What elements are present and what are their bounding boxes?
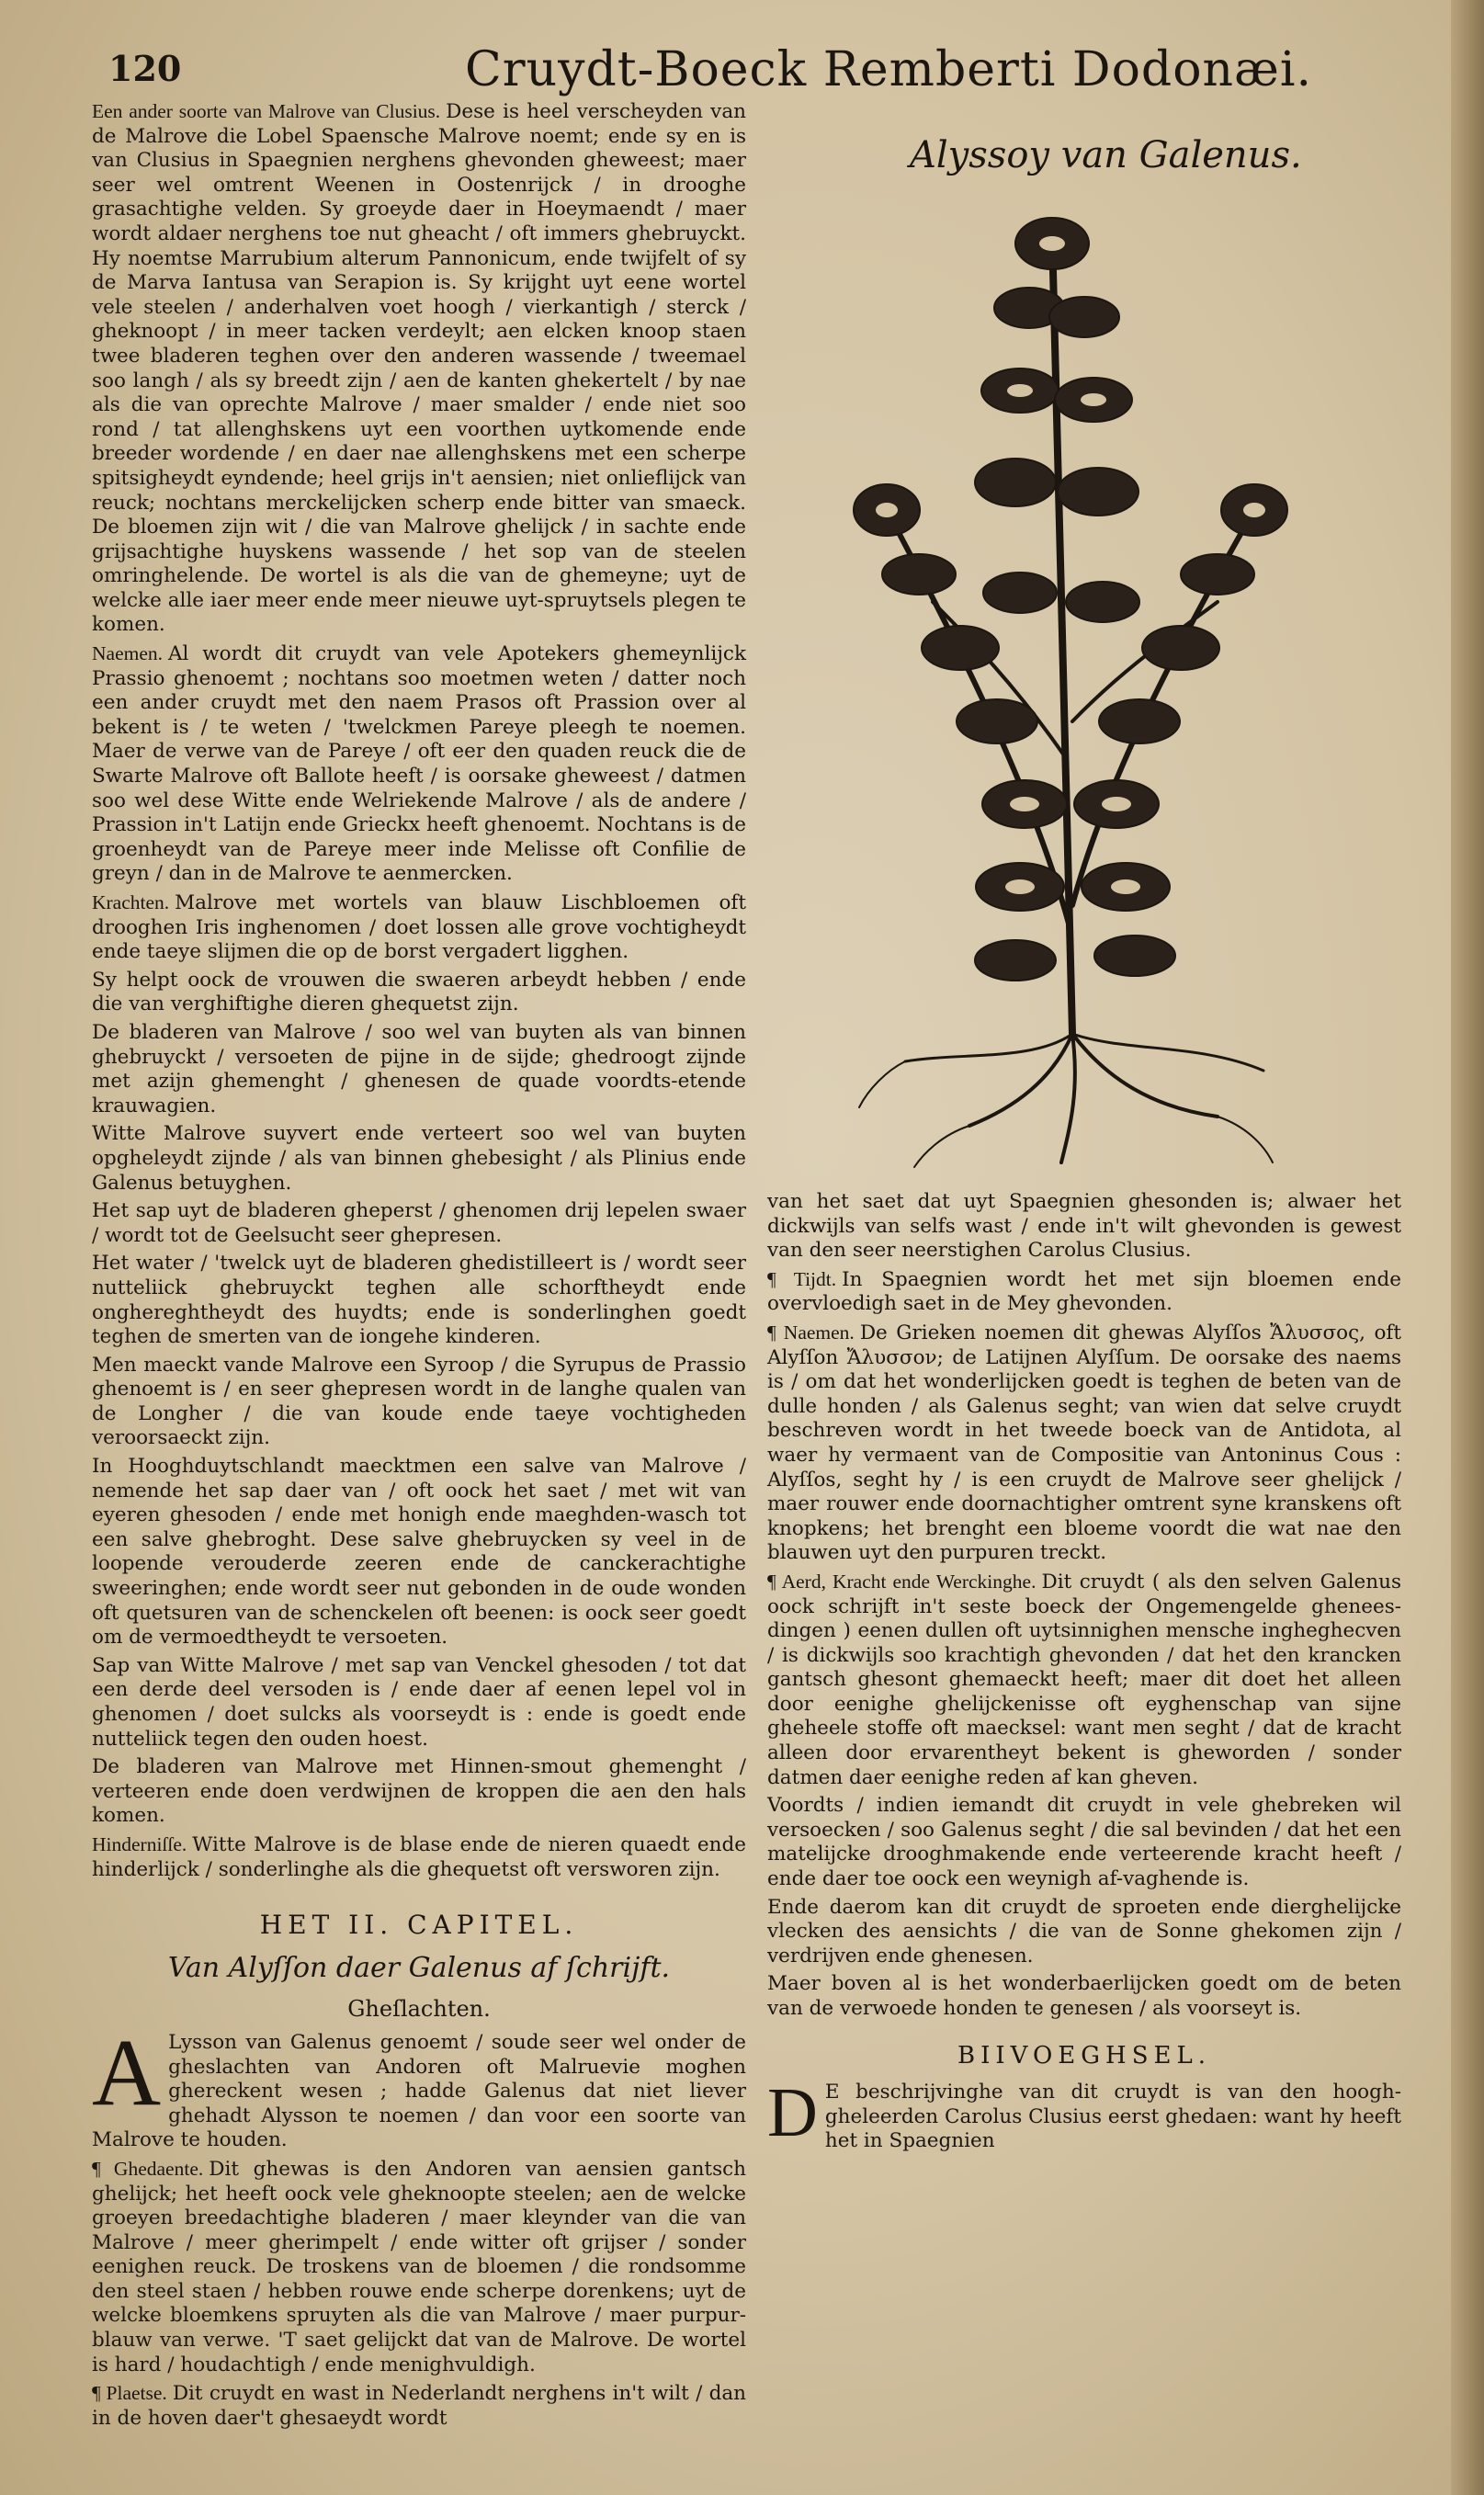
left-column: [92, 99, 746, 2434]
page-header: [108, 42, 1313, 107]
figure-caption: Alyssoy van Galenus.: [910, 134, 1302, 176]
paragraph-text: E beschrijvinghe van dit cruydt is van den hoogh-gheleerden Carolus Clusius eerst ghedaen: want hy heeft het in Spaegnien: [824, 2081, 1401, 2153]
paragraph-label: ¶ Tijdt.: [767, 1267, 837, 1290]
paragraph-label: ¶ Aerd, Kracht ende Werckinghe.: [767, 1570, 1037, 1593]
paragraph: [92, 1654, 746, 1752]
paragraph-text: De bladeren van Malrove met Hinnen-smout ghemenght / verteeren ende doen verdwijnen de kroppen die aen den hals komen.: [92, 1755, 746, 1828]
dropcap-paragraph: [92, 2019, 746, 2153]
paragraph-label: ¶ Ghedaente.: [92, 2157, 204, 2180]
running-title: Cruydt-Boeck Remberti Dodonæi.: [465, 42, 1313, 97]
paragraph-text: De Grieken noemen dit ghewas Alyſſos Ἄλυσσος, oft Alyſſon Ἄλυσσον; de Latijnen Alyſſum. De oorsake des naems is / om dat het wonderlijcken goedt is teghen de beten van de dulle honden / als Galenus seght; van wien dat selve cruydt beschreven wordt in het tweede boeck van de Antidota, al waer hy vermaent van de Compositie van Antoninus Cous : Alyſſos, seght hy / is een cruydt de Malrove seer ghelijck / maer rouwer ende doornachtigher omtrent syne kranskens oft knopkens; het brenght een bloeme voordt die wat nae den blauwen uyt den purpuren treckt.: [767, 1321, 1402, 1565]
paragraph: [767, 1972, 1401, 2021]
paragraph-text: In Spaegnien wordt het met sijn bloemen ende overvloedigh saet in de Mey ghevonden.: [767, 1267, 1401, 1316]
page-edge-shadow: [1451, 0, 1484, 2495]
paragraph-text: Maer boven al is het wonderbaerlijcken goedt om de beten van de verwoede honden te genesen / als voorseyt is.: [767, 1972, 1401, 2020]
paragraph-text: Sy helpt oock de vrouwen die swaeren arbeydt hebben / ende die van verghiftighe dieren ghequetst zijn.: [92, 968, 746, 1016]
chapter-title: Van Alyſſon daer Galenus af ſchrijft.: [167, 1951, 671, 1984]
paragraph: [92, 2157, 746, 2377]
paragraph-text: Lysson van Galenus genoemt / soude seer wel onder de gheslachten van Andoren oft Malruevie moghen ghereckent wesen ; hadde Galenus dat niet liever ghehadt Alysson te noemen / dan voor een soorte van Malrove te houden.: [92, 2030, 746, 2152]
paragraph-text: Voordts / indien iemandt dit cruydt in vele ghebreken wil versoecken / soo Galenus seght / die sal bevinden / dat het een matelijcke drooghmakende ende verteerende kracht heeft / ende daer toe oock een weynigh af-vaghende is.: [767, 1794, 1401, 1891]
paragraph-text: Malrove met wortels van blauw Lischbloemen oft drooghen Iris inghenomen / doet lossen alle grove vochtigheydt ende taeye slijmen die op de borst vergadert ligghen.: [92, 891, 746, 964]
paragraph: [92, 1199, 746, 1248]
paragraph: [92, 1832, 746, 1882]
plant-woodcut-illustration: [832, 207, 1319, 1172]
paragraph: [92, 1354, 746, 1451]
paragraph-text: Dit cruydt ( als den selven Galenus oock schrijft in't seste boeck der Ongemengelde ghenees-dingen ) eenen dullen oft uytsinnighen mensche ingheghecven / is dickwijls soo krachtigh ghevonden / dat het den krancken gantsch ghesont ghemaeckt heeft; maer dit doet het alleen door eenighe ghelijckenisse oft eyghenschap van sijne gheheele stoffe oft maecksel: want men seght / dat de kracht alleen door ervarentheyt bekent is gheworden / sonder datmen daer eenighe reden af kan gheven.: [767, 1570, 1402, 1789]
paragraph-label: Krachten.: [92, 891, 170, 913]
drop-cap: A: [92, 2019, 162, 2126]
paragraph: [92, 1122, 746, 1196]
paragraph-label: Naemen.: [92, 642, 164, 665]
plant-woodcut-icon: [832, 207, 1319, 1172]
paragraph: [92, 1252, 746, 1349]
paragraph-text: Witte Malrove suyvert ende verteert soo wel van buyten opgheleydt zijnde / als van binnen ghebesight / als Plinius ende Galenus betuyghen.: [92, 1122, 746, 1195]
paragraph-text: Dit ghewas is den Andoren van aensien gantsch ghelijck; het heeft oock vele gheknoopte steelen; aen de welcke groeyen breedachtighe bladeren / maer kleynder van die van Malrove / meer gherimpelt / ende witter oft grijser / sonder eenighen reuck. De troskens van de bloemen / die rondsomme den steel staen / hebben rouwe ende scherpe dorenkens; uyt de welcke bloemkens spruyten als die van Malrove / maer purpur-blauw van verwe. 'T saet gelijckt dat van de Malrove. De wortel is hard / houdachtigh / ende menighvuldigh.: [92, 2157, 746, 2376]
paragraph-text: Het water / 'twelck uyt de bladeren ghedistilleert is / wordt seer nutteliick ghebruyckt teghen alle schorftheydt ende onghereghtheydt des huydts; ende is sonderlinghen goedt teghen de smerten van de iongehe kinderen.: [92, 1252, 746, 1349]
paragraph-text: Het sap uyt de bladeren gheperst / ghenomen drij lepelen swaer / wordt tot de Geelsucht seer ghepresen.: [92, 1199, 746, 1247]
paragraph-text: Sap van Witte Malrove / met sap van Venckel ghesoden / tot dat een derde deel versoden is / ende daer af eenen lepel vol in ghenomen / doet sulcks als voorseydt is : ende is goedt ende nutteliick tegen den ouden hoest.: [92, 1653, 746, 1751]
paragraph: [767, 1570, 1401, 1790]
paragraph-text: Men maeckt vande Malrove een Syroop / die Syrupus de Prassio ghenoemt is / en seer ghepresen wordt in de langhe qualen van de Longher / die van koude ende taeye vochtigheden veroorsaeckt zijn.: [92, 1353, 746, 1450]
paragraph: [767, 1896, 1401, 1969]
paragraph: [767, 1321, 1401, 1566]
paragraph: [767, 1794, 1401, 1891]
paragraph-text: Witte Malrove is de blase ende de nieren quaedt ende hinderlijck / sonderlinghe als die ghequetst oft versworen zijn.: [92, 1832, 746, 1881]
paragraph: [92, 1755, 746, 1829]
paragraph: [92, 1455, 746, 1650]
paragraph-text: In Hooghduytschlandt maecktmen een salve van Malrove / nemende het sap daer van / oft oock het saet / met wit van eyeren ghesoden / ende met honigh ende maeghden-wasch tot een salve ghebroght. Dese salve ghebruycken sy veel in de loopende verouderde zeeren ende de canckerachtighe sweeringhen; ende wordt seer nut gebonden in de oude wonden oft quetsuren van de schenckelen oft beenen: is oock seer goedt om de vermoedtheydt te versoeten.: [92, 1455, 746, 1650]
paragraph: [92, 890, 746, 965]
paragraph-text: Dit cruydt en wast in Nederlandt nerghens in't wilt / dan in de hoven daer't ghesaeydt wordt: [92, 2382, 746, 2430]
paragraph-text: De bladeren van Malrove / soo wel van buyten als van binnen ghebruyckt / versoeten de pijne in de sijde; ghedroogt zijnde met azijn ghemenght / ghenesen de quade voordts-etende krauwagien.: [92, 1020, 746, 1117]
paragraph-label: ¶ Plaetse.: [92, 2382, 167, 2405]
paragraph-text: Ende daerom kan dit cruydt de sproeten ende dierghelijcke vlecken des aensichts / die van de Sonne ghekomen zijn / verdrijven ende ghenesen.: [767, 1895, 1401, 1968]
paragraph-label: Hinderniſſe.: [92, 1832, 187, 1855]
paragraph: [92, 2381, 746, 2431]
paragraph-label: Een ander soorte van Malrove van Clusius.: [92, 100, 441, 122]
right-column: [767, 1190, 1401, 2158]
drop-cap: D: [767, 2074, 818, 2152]
section-title: Gheſlachten.: [347, 1996, 491, 2023]
paragraph: [92, 641, 746, 887]
paragraph: [92, 1021, 746, 1118]
bijvoegsel-heading: BIIVOEGHSEL.: [957, 2041, 1212, 2070]
paragraph-label: ¶ Naemen.: [767, 1321, 855, 1344]
paragraph-text: Al wordt dit cruydt van vele Apotekers ghemeynlijck Prassio ghenoemt ; nochtans soo moetmen weten / datter noch een ander cruydt met den naem Prasos oft Prassion over al bekent is / te weten / 'twelckmen Pareye pleegh te noemen. Maer de verwe van de Pareye / oft eer den quaden reuck die de Swarte Malrove oft Ballote heeft / is oorsake gheweest / datmen soo wel dese Witte ende Welriekende Malrove / als de andere / Prassion in't Latijn ende Grieckx heeft ghenoemt. Nochtans is de groenheydt van de Pareye meer inde Melisse oft Confilie de greyn / dan in de Malrove te aenmercken.: [92, 642, 746, 886]
paragraph-text: van het saet dat uyt Spaegnien ghesonden is; alwaer het dickwijls van selfs wast / ende in't wilt ghevonden is gewest van den seer neerstighen Carolus Clusius.: [767, 1190, 1401, 1263]
paragraph-text: Dese is heel verscheyden van de Malrove die Lobel Spaensche Malrove noemt; ende sy en is van Clusius in Spaegnien nerghens ghevonden gheweest; maer seer wel omtrent Weenen in Oostenrijck / in drooghe grasachtighe velden. Sy groeyde daer in Hoeymaendt / maer wordt aldaer nerghens toe nut gheacht / oft immers ghebruyckt. Hy noemtse Marrubium alterum Pannonicum, ende twijfelt of sy de Marva Iantusa van Serapion is. Sy krijght uyt eene wortel vele steelen / anderhalven voet hoogh / vierkantigh / sterck / gheknoopt / in meer tacken verdeylt; aen elcken knoop staen twee bladeren teghen over den anderen wassende / tweemael soo langh / als sy breedt zijn / aen de kanten ghekertelt / by nae als die van oprechte Malrove / maer smalder / ende niet soo rond / tat allenghskens uyt een voorthen uytkomende ende breeder wordende / en daer nae allenghskens met een scherpe spitsigheydt eyndende; heel grijs in't aensien; niet onlieflijck van reuck; nochtans merckelijcken scherp ende bitter van smaeck. De bloemen zijn wit / die van Malrove ghelijck / in sachte ende grijsachtighe huyskens wassende / het sop van de steelen omringhelende. De wortel is als die van de ghemeyne; uyt de welcke alle iaer meer ende meer nieuwe uyt-spruytsels plegen te komen.: [92, 100, 746, 637]
paragraph: [92, 99, 746, 638]
paragraph: [767, 1190, 1401, 1264]
chapter-heading: HET II. CAPITEL.: [259, 1910, 579, 1941]
paragraph: [92, 969, 746, 1017]
page-number: 120: [108, 48, 182, 89]
dropcap-paragraph: [767, 2074, 1401, 2154]
paragraph: [767, 1267, 1401, 1317]
